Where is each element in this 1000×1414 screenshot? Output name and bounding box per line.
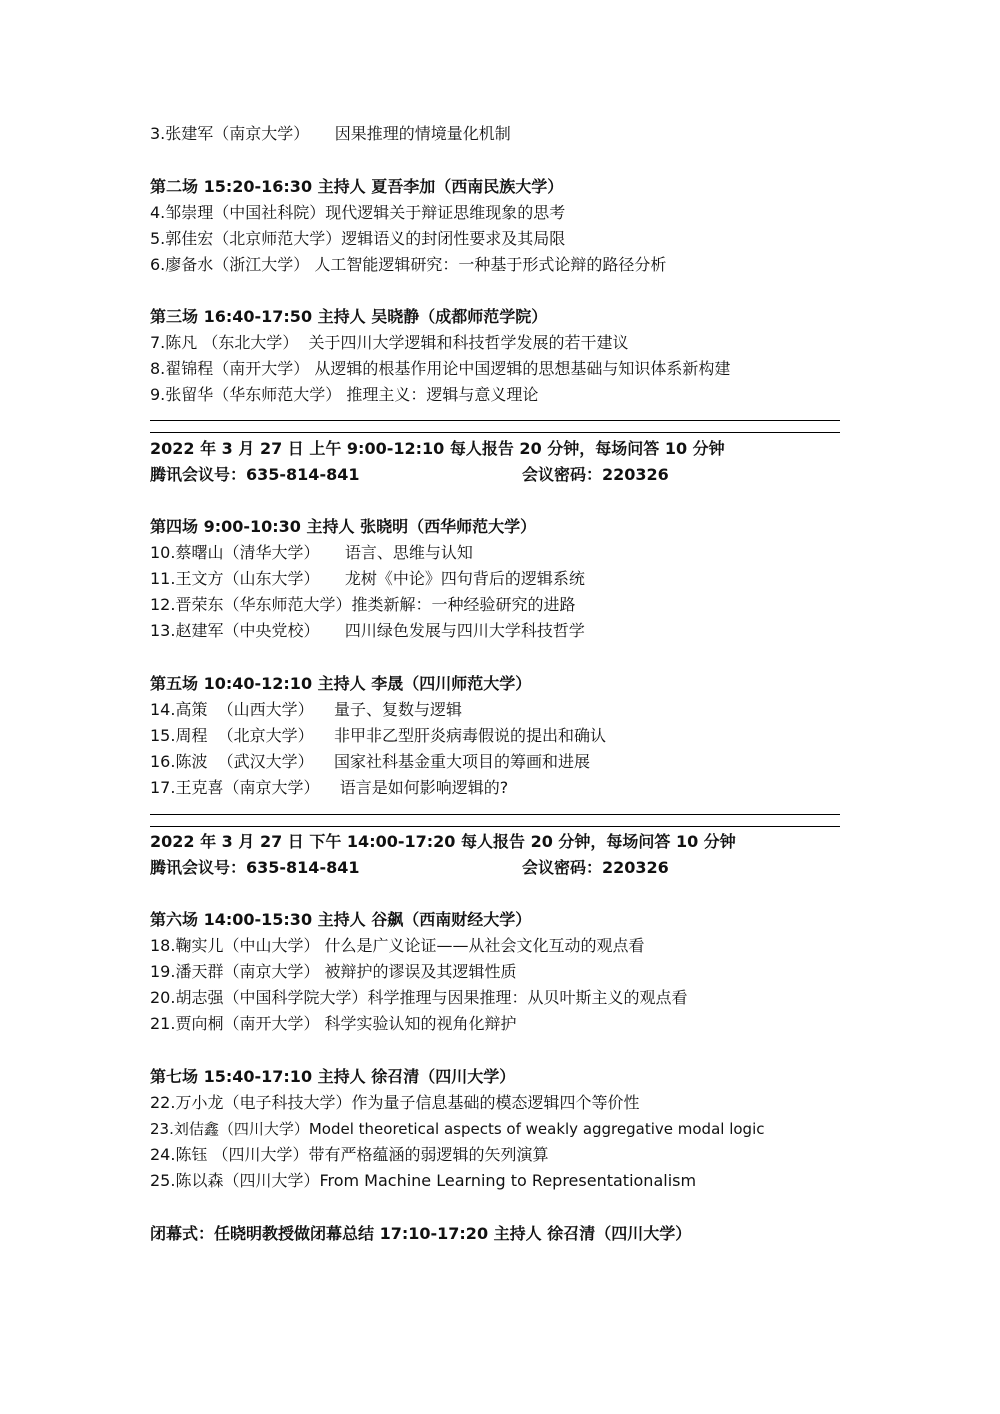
- talk-item: 23.刘佶鑫（四川大学）Model theoretical aspects of weakly aggregative modal logic: [150, 1120, 765, 1138]
- talk-item: 3.张建军（南京大学） 因果推理的情境量化机制: [150, 124, 511, 143]
- divider-rule: [150, 420, 840, 421]
- talk-item: 24.陈钰 （四川大学）带有严格蕴涵的弱逻辑的矢列演算: [150, 1145, 549, 1164]
- talk-item: 22.万小龙（电子科技大学）作为量子信息基础的模态逻辑四个等价性: [150, 1093, 640, 1112]
- day-morning-meeting: [150, 465, 840, 485]
- talk-item: 10.蔡曙山（清华大学） 语言、思维与认知: [150, 543, 473, 562]
- talk-item: 7.陈凡 （东北大学） 关于四川大学逻辑和科技哲学发展的若干建议: [150, 333, 629, 352]
- closing-ceremony: 闭幕式：任晓明教授做闭幕总结 17:10-17:20 主持人 徐召清（四川大学）: [150, 1224, 692, 1243]
- day-afternoon-meeting: [150, 858, 840, 878]
- talk-item: 18.鞠实儿（中山大学） 什么是广义论证——从社会文化互动的观点看: [150, 936, 645, 955]
- divider-rule: [150, 432, 840, 433]
- meeting-password: 会议密码：220326: [522, 465, 669, 484]
- talk-item: 11.王文方（山东大学） 龙树《中论》四句背后的逻辑系统: [150, 569, 585, 588]
- talk-item: 12.晋荣东（华东师范大学）推类新解：一种经验研究的进路: [150, 595, 576, 614]
- talk-item: 6.廖备水（浙江大学） 人工智能逻辑研究：一种基于形式论辩的路径分析: [150, 255, 667, 274]
- talk-item: 5.郭佳宏（北京师范大学）逻辑语义的封闭性要求及其局限: [150, 229, 566, 248]
- divider-rule: [150, 814, 840, 815]
- day-afternoon-title: 2022 年 3 月 27 日 下午 14:00-17:20 每人报告 20 分钟，每场问答 10 分钟: [150, 832, 736, 851]
- session4-header: 第四场 9:00-10:30 主持人 张晓明（西华师范大学）: [150, 517, 537, 536]
- talk-item: 19.潘天群（南京大学） 被辩护的谬误及其逻辑性质: [150, 962, 517, 981]
- talk-item: 25.陈以森（四川大学）From Machine Learning to Representationalism: [150, 1171, 697, 1190]
- meeting-id: 腾讯会议号：635-814-841: [150, 858, 360, 877]
- divider-rule: [150, 826, 840, 827]
- talk-item: 9.张留华（华东师范大学） 推理主义：逻辑与意义理论: [150, 385, 539, 404]
- talk-item: 4.邹崇理（中国社科院）现代逻辑关于辩证思维现象的思考: [150, 203, 566, 222]
- session6-header: 第六场 14:00-15:30 主持人 谷飙（西南财经大学）: [150, 910, 532, 929]
- talk-item: 17.王克喜（南京大学） 语言是如何影响逻辑的?: [150, 778, 509, 797]
- session7-header: 第七场 15:40-17:10 主持人 徐召清（四川大学）: [150, 1067, 516, 1086]
- talk-item: 20.胡志强（中国科学院大学）科学推理与因果推理：从贝叶斯主义的观点看: [150, 988, 688, 1007]
- talk-item: 16.陈波 （武汉大学） 国家社科基金重大项目的筹画和进展: [150, 752, 590, 771]
- meeting-id: 腾讯会议号：635-814-841: [150, 465, 360, 484]
- talk-item: 8.翟锦程（南开大学） 从逻辑的根基作用论中国逻辑的思想基础与知识体系新构建: [150, 359, 731, 378]
- session5-header: 第五场 10:40-12:10 主持人 李晟（四川师范大学）: [150, 674, 532, 693]
- talk-item: 13.赵建军（中央党校） 四川绿色发展与四川大学科技哲学: [150, 621, 585, 640]
- session2-header: 第二场 15:20-16:30 主持人 夏吾李加（西南民族大学）: [150, 177, 564, 196]
- talk-item: 21.贾向桐（南开大学） 科学实验认知的视角化辩护: [150, 1014, 517, 1033]
- session3-header: 第三场 16:40-17:50 主持人 吴晓静（成都师范学院）: [150, 307, 548, 326]
- talk-item: 14.高策 （山西大学） 量子、复数与逻辑: [150, 700, 462, 719]
- meeting-password: 会议密码：220326: [522, 858, 669, 877]
- day-morning-title: 2022 年 3 月 27 日 上午 9:00-12:10 每人报告 20 分钟，每场问答 10 分钟: [150, 439, 725, 458]
- talk-item: 15.周程 （北京大学） 非甲非乙型肝炎病毒假说的提出和确认: [150, 726, 606, 745]
